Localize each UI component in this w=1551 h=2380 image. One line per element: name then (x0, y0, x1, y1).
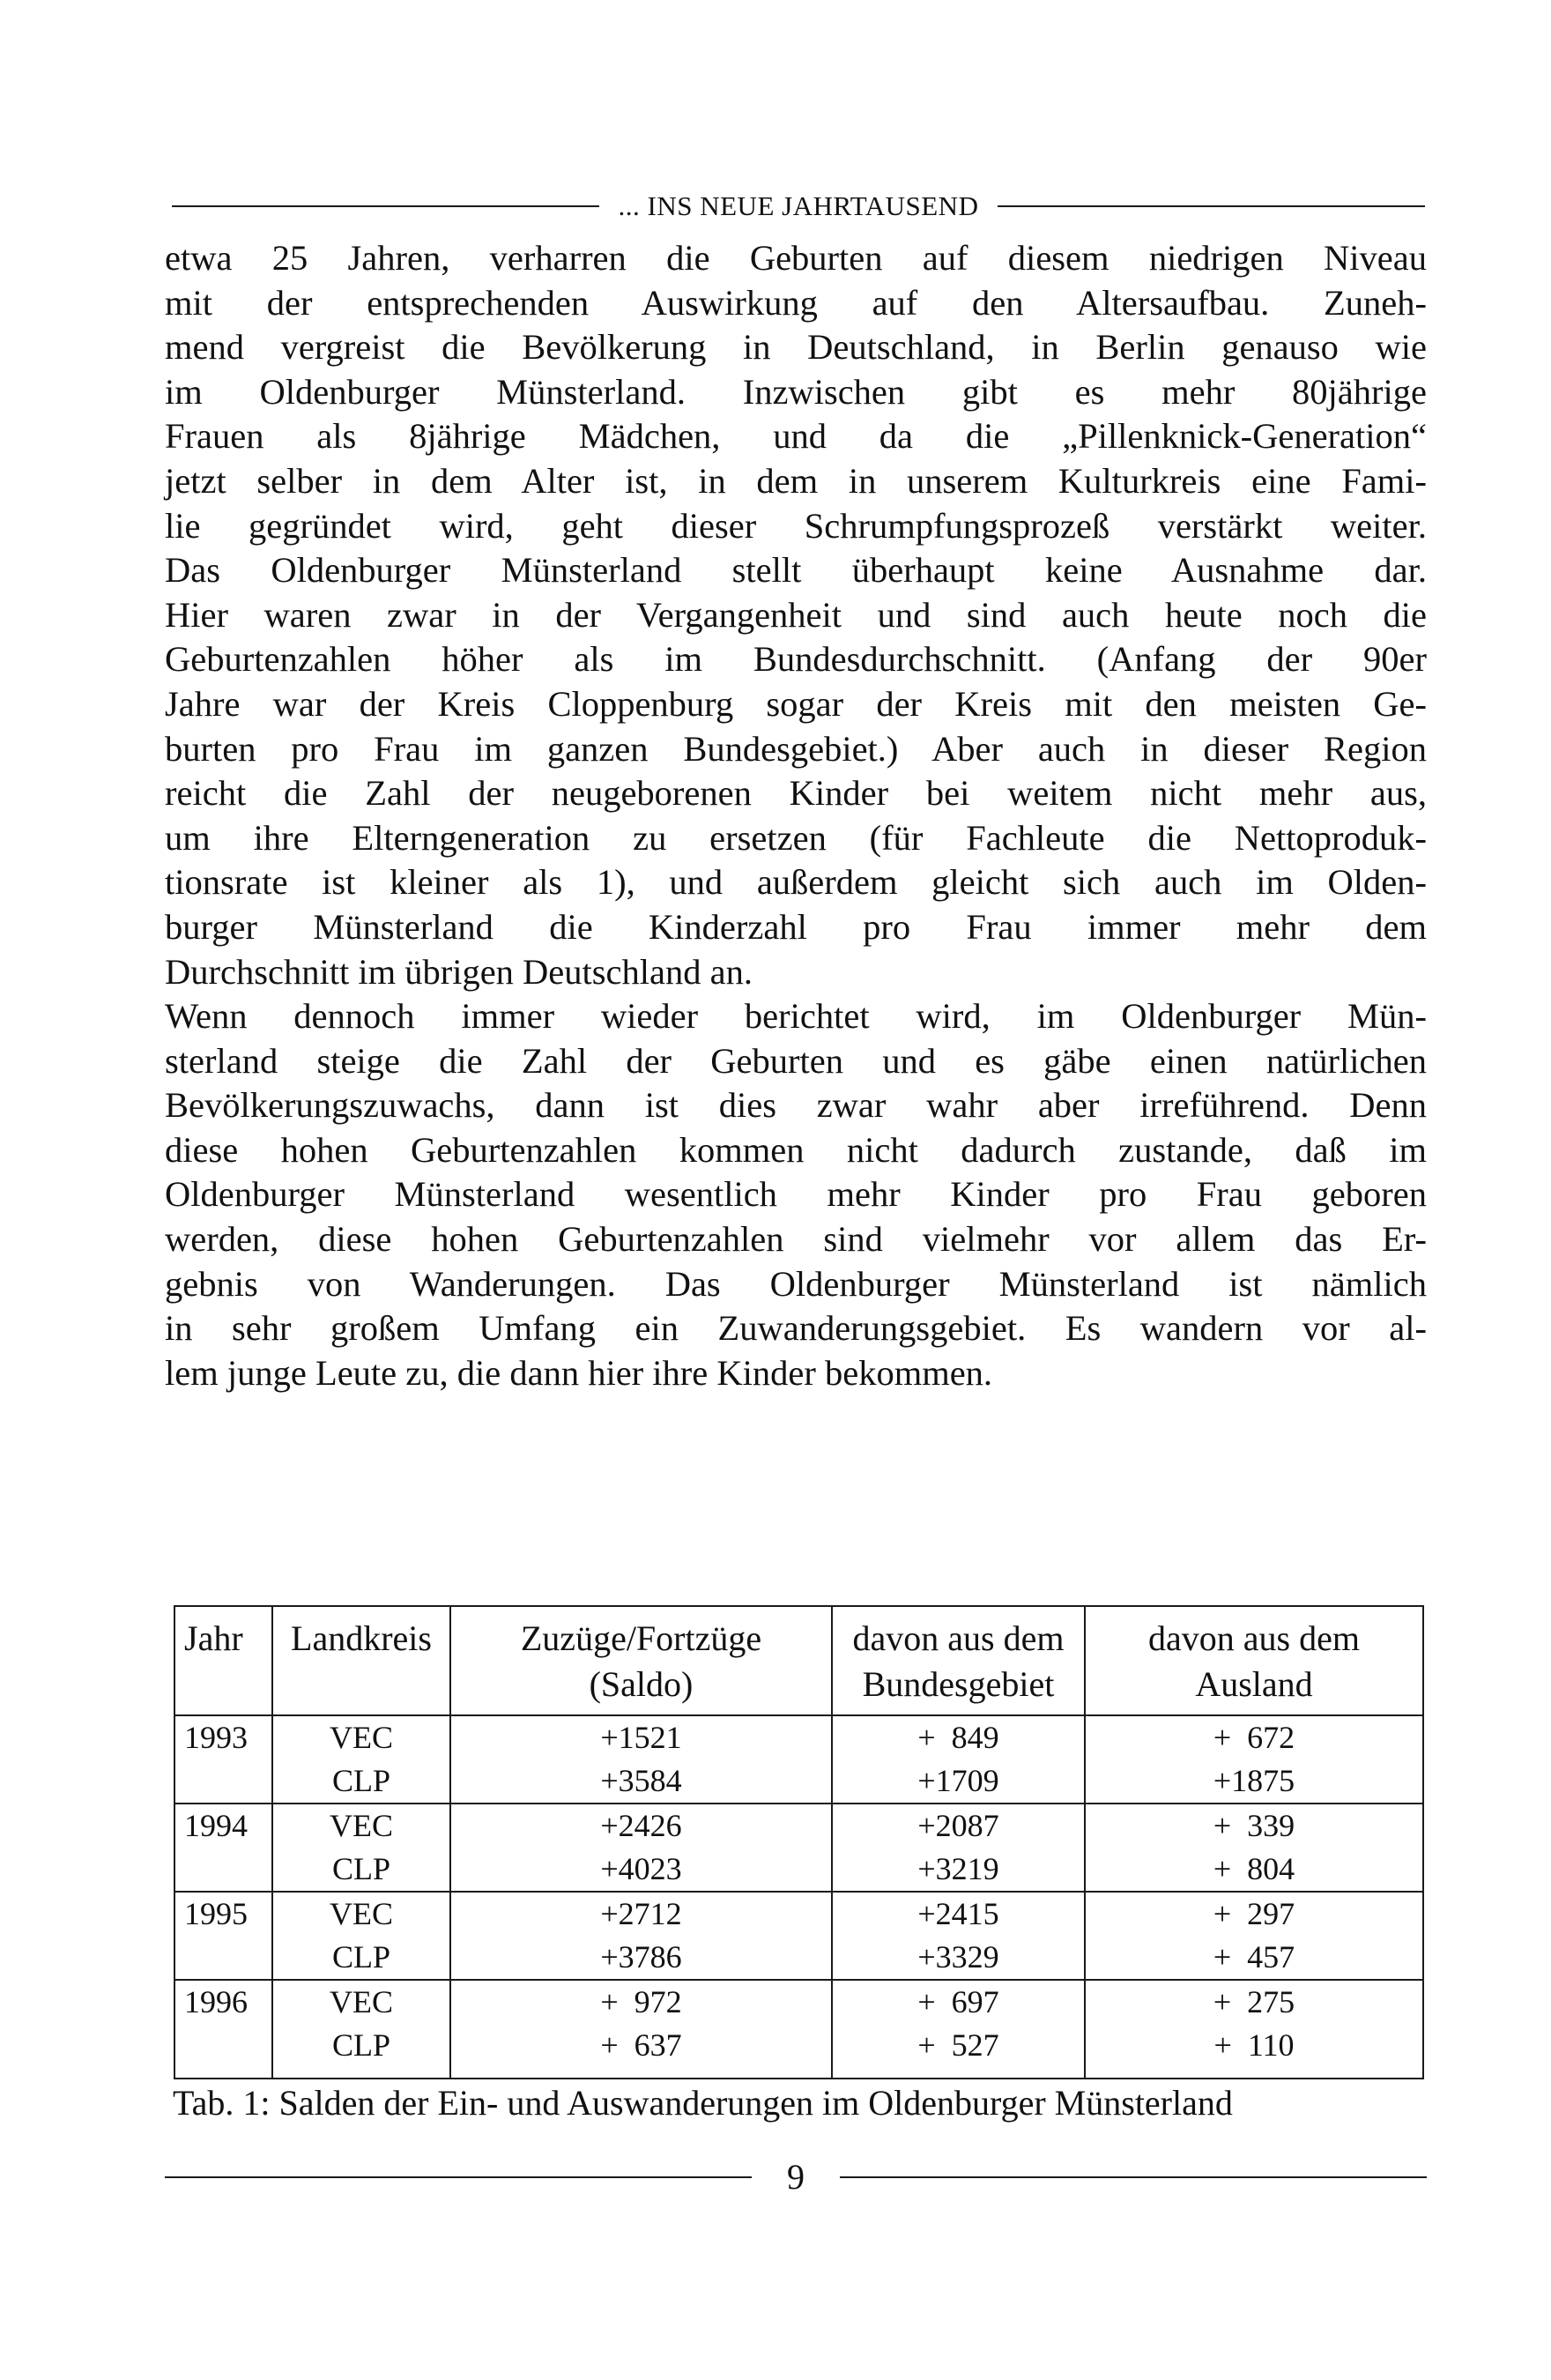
footer-rule-right (840, 2176, 1427, 2178)
text-line: Oldenburger Münsterland wesentlich mehr Kinder pro Frau geboren (165, 1174, 1427, 1215)
text-line: gebnis von Wanderungen. Das Oldenburger Münsterland ist nämlich (165, 1263, 1427, 1304)
header-bundesgebiet: davon aus dem Bundesgebiet (832, 1606, 1085, 1715)
text-line: Geburtenzahlen höher als im Bundesdurchschnitt. (Anfang der 90er (165, 639, 1427, 680)
cell-landkreis: VEC CLP (272, 1892, 450, 1980)
text-line: in sehr großem Umfang ein Zuwanderungsgebiet. Es wandern vor al- (165, 1308, 1427, 1349)
cell-year: 1996 (174, 1980, 272, 2079)
header-ausland: davon aus dem Ausland (1085, 1606, 1423, 1715)
cell-ausland: + 297 + 457 (1085, 1892, 1423, 1980)
cell-year: 1994 (174, 1804, 272, 1892)
text-line: burger Münsterland die Kinderzahl pro Frau immer mehr dem (165, 906, 1427, 947)
running-head-title: ... INS NEUE JAHRTAUSEND (618, 190, 979, 221)
cell-saldo: +2426 +4023 (450, 1804, 832, 1892)
paragraph-2 (165, 994, 1427, 1395)
cell-bundesgebiet: +2087 +3219 (832, 1804, 1085, 1892)
cell-bundesgebiet: +2415 +3329 (832, 1892, 1085, 1980)
cell-year: 1995 (174, 1892, 272, 1980)
running-head-rule-right (998, 205, 1425, 207)
text-line: lie gegründet wird, geht dieser Schrumpfungsprozeß verstärkt weiter. (165, 505, 1427, 546)
migration-table-grid (174, 1605, 1424, 2079)
table-row (174, 1715, 1423, 1804)
body-text (165, 236, 1427, 1395)
running-head-rule-left (172, 205, 599, 207)
text-line: Bevölkerungszuwachs, dann ist dies zwar wahr aber irreführend. Denn (165, 1085, 1427, 1126)
table-header-row (174, 1606, 1423, 1715)
cell-landkreis: VEC CLP (272, 1804, 450, 1892)
cell-ausland: + 339 + 804 (1085, 1804, 1423, 1892)
migration-table (174, 1605, 1422, 2079)
cell-bundesgebiet: + 849 +1709 (832, 1715, 1085, 1804)
running-head (172, 187, 1425, 226)
text-line: Jahre war der Kreis Cloppenburg sogar der Kreis mit den meisten Ge- (165, 683, 1427, 724)
cell-year: 1993 (174, 1715, 272, 1804)
text-line: diese hohen Geburtenzahlen kommen nicht dadurch zustande, daß im (165, 1129, 1427, 1170)
text-line: etwa 25 Jahren, verharren die Geburten auf diesem niedrigen Niveau (165, 238, 1427, 278)
paragraph-1 (165, 236, 1427, 994)
text-line: Das Oldenburger Münsterland stellt überhaupt keine Ausnahme dar. (165, 550, 1427, 591)
text-line: werden, diese hohen Geburtenzahlen sind vielmehr vor allem das Er- (165, 1219, 1427, 1260)
text-line: mit der entsprechenden Auswirkung auf den Altersaufbau. Zuneh- (165, 282, 1427, 323)
text-line: reicht die Zahl der neugeborenen Kinder bei weitem nicht mehr aus, (165, 773, 1427, 814)
page-number: 9 (787, 2157, 805, 2197)
cell-landkreis: VEC CLP (272, 1980, 450, 2079)
footer-rule-left (165, 2176, 752, 2178)
text-line: tionsrate ist kleiner als 1), und außerdem gleicht sich auch im Olden- (165, 862, 1427, 903)
table-caption: Tab. 1: Salden der Ein- und Auswanderungen im Oldenburger Münsterland (173, 2083, 1233, 2123)
text-line: sterland steige die Zahl der Geburten und es gäbe einen natürlichen (165, 1040, 1427, 1081)
header-landkreis: Landkreis (272, 1606, 450, 1715)
cell-saldo: + 972 + 637 (450, 1980, 832, 2079)
text-line: burten pro Frau im ganzen Bundesgebiet.) Aber auch in dieser Region (165, 728, 1427, 769)
table-row (174, 1980, 1423, 2079)
text-line: Frauen als 8jährige Mädchen, und da die „Pillenknick-Generation“ (165, 416, 1427, 457)
text-line: jetzt selber in dem Alter ist, in dem in unserem Kulturkreis eine Fami- (165, 460, 1427, 501)
text-line: Wenn dennoch immer wieder berichtet wird, im Oldenburger Mün- (165, 996, 1427, 1037)
text-line: Hier waren zwar in der Vergangenheit und sind auch heute noch die (165, 594, 1427, 635)
text-line: Durchschnitt im übrigen Deutschland an. (165, 951, 753, 992)
text-line: im Oldenburger Münsterland. Inzwischen gibt es mehr 80jährige (165, 371, 1427, 412)
cell-landkreis: VEC CLP (272, 1715, 450, 1804)
cell-ausland: + 275 + 110 (1085, 1980, 1423, 2079)
header-saldo: Zuzüge/Fortzüge (Saldo) (450, 1606, 832, 1715)
cell-bundesgebiet: + 697 + 527 (832, 1980, 1085, 2079)
cell-saldo: +2712 +3786 (450, 1892, 832, 1980)
header-jahr: Jahr (174, 1606, 272, 1715)
cell-saldo: +1521 +3584 (450, 1715, 832, 1804)
table-row (174, 1804, 1423, 1892)
text-line: lem junge Leute zu, die dann hier ihre Kinder bekommen. (165, 1352, 993, 1393)
page-footer (165, 2155, 1427, 2199)
text-line: um ihre Elterngeneration zu ersetzen (für Fachleute die Nettoproduk- (165, 817, 1427, 858)
cell-ausland: + 672 +1875 (1085, 1715, 1423, 1804)
table-row (174, 1892, 1423, 1980)
text-line: mend vergreist die Bevölkerung in Deutschland, in Berlin genauso wie (165, 327, 1427, 368)
